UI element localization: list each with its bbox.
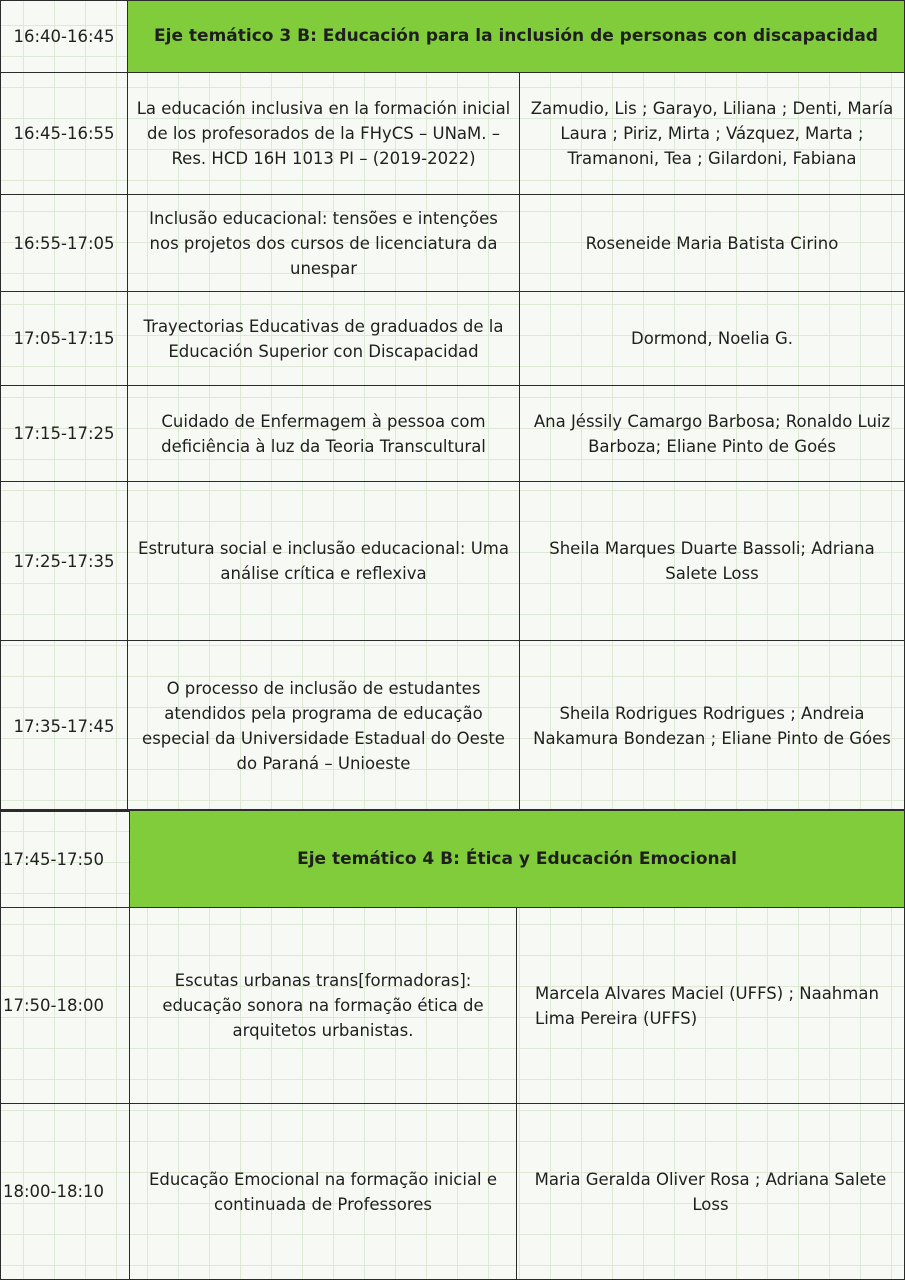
row-time: 16:55-17:05: [0, 195, 128, 292]
row-time: 17:50-18:00: [0, 908, 130, 1104]
row-title: La educación inclusiva en la formación inicial de los profesorados de la FHyCS – UNaM. – Res. HCD 16H 1013 PI – (2019-2022): [128, 73, 520, 195]
row-authors: Dormond, Noelia G.: [520, 292, 905, 386]
row-title: Estrutura social e inclusão educacional: Uma análise crítica e reflexiva: [128, 482, 520, 641]
row-title: Cuidado de Enfermagem à pessoa com deficiência à luz da Teoria Transcultural: [128, 386, 520, 482]
row-authors: Ana Jéssily Camargo Barbosa; Ronaldo Luiz Barboza; Eliane Pinto de Goés: [520, 386, 905, 482]
row-authors: Marcela Alvares Maciel (UFFS) ; Naahman Lima Pereira (UFFS): [517, 908, 905, 1104]
row-authors: Roseneide Maria Batista Cirino: [520, 195, 905, 292]
row-time: 16:45-16:55: [0, 73, 128, 195]
section-time: 17:45-17:50: [0, 811, 130, 908]
row-time: 18:00-18:10: [0, 1104, 130, 1280]
row-authors: Sheila Marques Duarte Bassoli; Adriana Salete Loss: [520, 482, 905, 641]
row-title: Trayectorias Educativas de graduados de la Educación Superior con Discapacidad: [128, 292, 520, 386]
row-title: Inclusão educacional: tensões e intenções nos projetos dos cursos de licenciatura da unespar: [128, 195, 520, 292]
section-eje-4b: [0, 809, 905, 1280]
row-authors: Sheila Rodrigues Rodrigues ; Andreia Nakamura Bondezan ; Eliane Pinto de Góes: [520, 641, 905, 812]
row-time: 17:05-17:15: [0, 292, 128, 386]
row-title: O processo de inclusão de estudantes atendidos pela programa de educação especial da Universidade Estadual do Oeste do Paraná – Unioeste: [128, 641, 520, 812]
section-heading: Eje temático 4 B: Ética y Educación Emocional: [130, 811, 905, 908]
row-authors: Zamudio, Lis ; Garayo, Liliana ; Denti, María Laura ; Piriz, Mirta ; Vázquez, Marta ; Tramanoni, Tea ; Gilardoni, Fabiana: [520, 73, 905, 195]
row-authors: Maria Geralda Oliver Rosa ; Adriana Salete Loss: [517, 1104, 905, 1280]
section-heading: Eje temático 3 B: Educación para la inclusión de personas con discapacidad: [128, 1, 905, 73]
section-time: 16:40-16:45: [0, 1, 128, 73]
row-time: 17:35-17:45: [0, 641, 128, 812]
row-time: 17:25-17:35: [0, 482, 128, 641]
row-time: 17:15-17:25: [0, 386, 128, 482]
row-title: Escutas urbanas trans[formadoras]: educação sonora na formação ética de arquitetos urbanistas.: [130, 908, 517, 1104]
row-title: Educação Emocional na formação inicial e continuada de Professores: [130, 1104, 517, 1280]
